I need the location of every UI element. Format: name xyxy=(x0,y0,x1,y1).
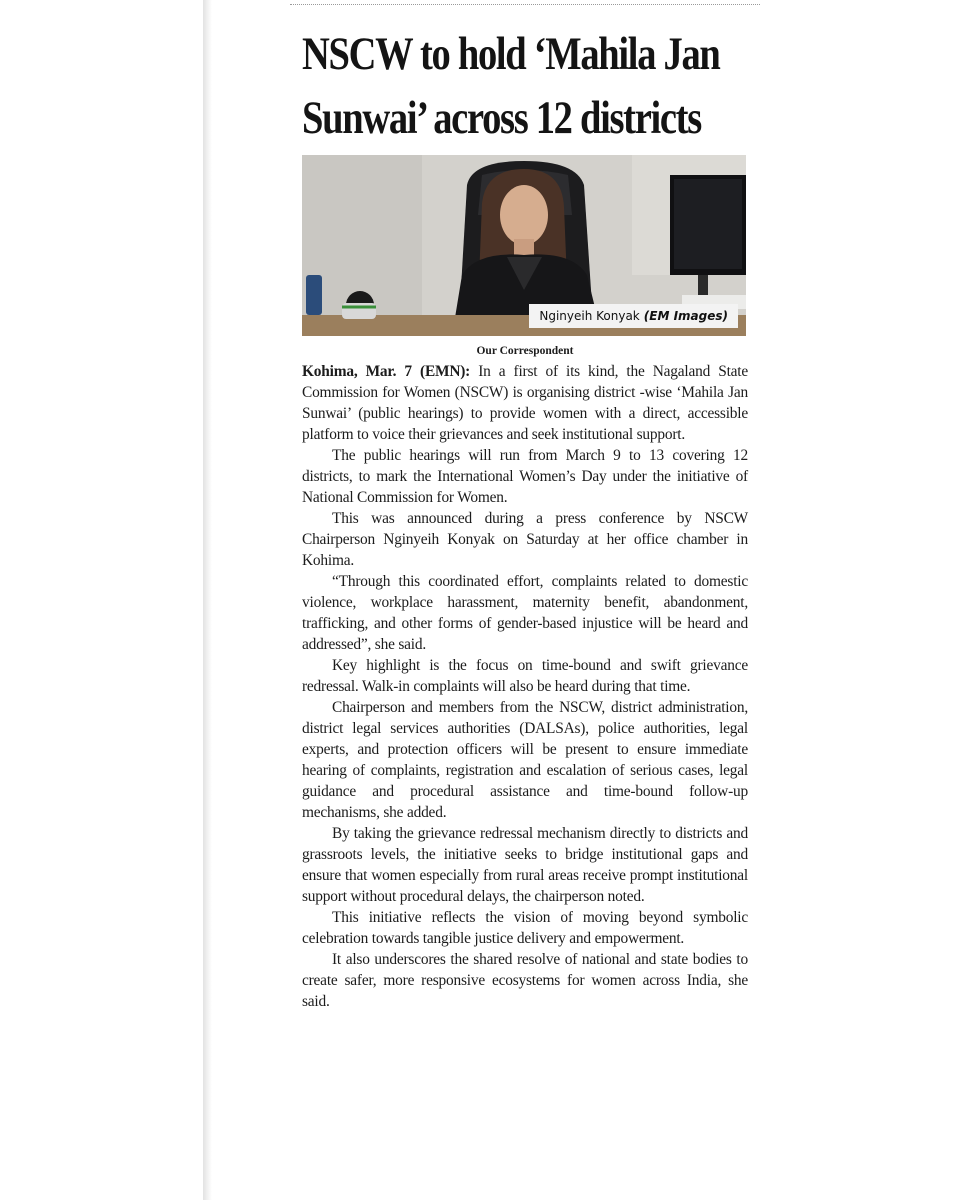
top-dotted-rule xyxy=(290,4,760,5)
paragraph-7: By taking the grievance redressal mechanism directly to districts and grassroots levels, the initiative seeks to bridge institutional gaps and ensure that women especially from rural areas receive prompt institutional support without procedural delays, the chairperson noted. xyxy=(302,825,748,905)
byline: Our Correspondent xyxy=(476,345,574,357)
headline-line-2: Sunwai’ across 12 districts xyxy=(302,92,701,144)
caption-name: Nginyeih Konyak xyxy=(539,309,640,323)
paragraph-9: It also underscores the shared resolve of national and state bodies to create safer, more responsive ecosystems for women across India, she said. xyxy=(302,951,748,1010)
photo-caption xyxy=(529,304,738,328)
paragraph-3: This was announced during a press conference by NSCW Chairperson Nginyeih Konyak on Saturday at her office chamber in Kohima. xyxy=(302,510,748,569)
paragraph-1 xyxy=(302,361,748,445)
article-photo xyxy=(302,155,746,336)
caption-credit: (EM Images) xyxy=(643,309,728,323)
article-body xyxy=(302,361,748,1012)
paragraph-5: Key highlight is the focus on time-bound and swift grievance redressal. Walk-in complaints will also be heard during that time. xyxy=(302,657,748,695)
page-margin xyxy=(0,0,210,1200)
headline xyxy=(302,22,745,150)
paragraph-4: “Through this coordinated effort, complaints related to domestic violence, workplace harassment, maternity benefit, abandonment, trafficking, and other forms of gender-based injustice will be heard and addressed”, she said. xyxy=(302,573,748,653)
dateline: Kohima, Mar. 7 (EMN): xyxy=(302,363,471,380)
paragraph-8: This initiative reflects the vision of moving beyond symbolic celebration towards tangible justice delivery and empowerment. xyxy=(302,909,748,947)
headline-line-1: NSCW to hold ‘Mahila Jan xyxy=(302,28,720,80)
article-column xyxy=(302,22,748,1012)
paragraph-2: The public hearings will run from March 9 to 13 covering 12 districts, to mark the International Women’s Day under the initiative of National Commission for Women. xyxy=(302,447,748,506)
page-edge-shadow xyxy=(203,0,212,1200)
paragraph-1-text: In a first of its kind, the Nagaland State Commission for Women (NSCW) is organising district -wise ‘Mahila Jan Sunwai’ (public hearings) to provide women with a direct, accessible platform to voice their grievances and seek institutional support. xyxy=(302,363,748,443)
paragraph-6: Chairperson and members from the NSCW, district administration, district legal services authorities (DALSAs), police authorities, legal experts, and protection officers will be present to ensure immediate hearing of complaints, registration and escalation of serious cases, legal guidance and procedural assistance and time-bound follow-up mechanisms, she added. xyxy=(302,699,748,821)
